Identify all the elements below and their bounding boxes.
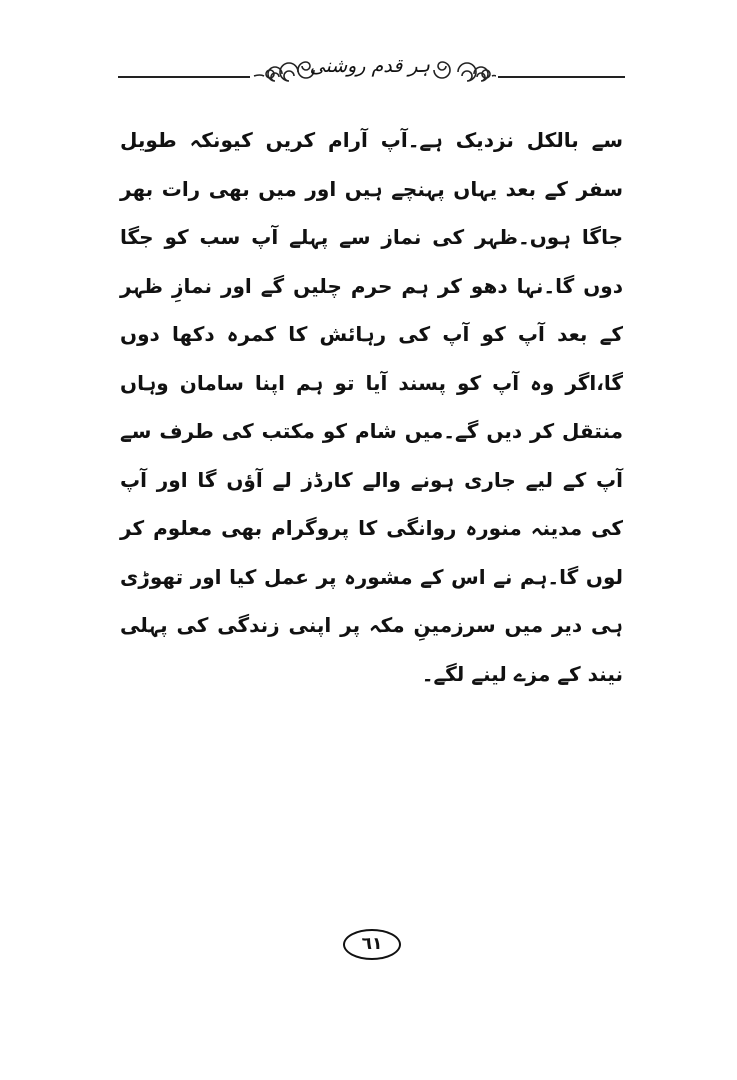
page-number: ٦١ xyxy=(343,929,401,960)
body-paragraph: سے بالکل نزدیک ہے۔آپ آرام کریں کیونکہ طویل سفر کے بعد یہاں پہنچے ہیں اور میں بھی رات بھر جاگا ہوں۔ظہر کی نماز سے پہلے آپ سب کو جگا دوں گا۔نہا دھو کر ہم حرم چلیں گے اور نمازِ ظہر کے بعد آپ کو آپ کی رہائش کا کمرہ دکھا دوں گا،اگر وہ آپ کو پسند آیا تو ہم اپنا سامان وہاں منتقل کر دیں گے۔میں شام کو مکتب کی طرف سے آپ کے لیے جاری ہونے والے کارڈز لے آؤں گا اور آپ کی مدینہ منورہ روانگی کا پروگرام بھی معلوم کر لوں گا۔ہم نے اس کے مشورہ پر عمل کیا اور تھوڑی ہی دیر میں سرزمینِ مکہ پر اپنی زندگی کی پہلی نیند کے مزے لینے لگے۔ xyxy=(120,128,623,686)
header-rule-left xyxy=(118,76,250,78)
page-header xyxy=(118,48,625,88)
ornament-left-icon xyxy=(252,56,316,84)
ornament-right-icon xyxy=(430,56,496,84)
header-title: ہر قدم روشنی xyxy=(309,55,430,77)
header-rule-right xyxy=(498,76,625,78)
body-text xyxy=(120,116,623,698)
